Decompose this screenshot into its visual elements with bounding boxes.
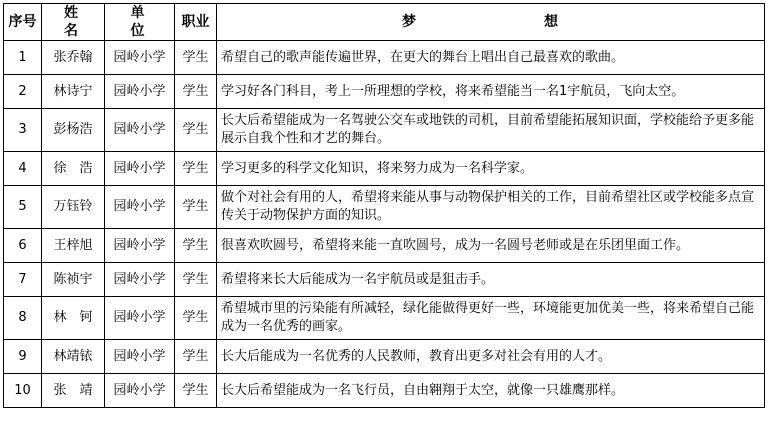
row-dream: 长大后希望能成为一名飞行员，自由翱翔于太空，就像一只雄鹰那样。 [217, 374, 765, 408]
row-job: 学生 [175, 41, 217, 75]
row-name: 林诗宁 [42, 75, 105, 109]
row-name: 万钰铃 [42, 186, 105, 229]
row-dream: 做个对社会有用的人，希望将来能从事与动物保护相关的工作，目前希望社区或学校能多点宣传关于动物保护方面的知识。 [217, 186, 765, 229]
row-num: 6 [4, 229, 42, 263]
table-row [4, 340, 765, 374]
row-unit: 园岭小学 [105, 152, 175, 186]
row-name: 陈祯宇 [42, 263, 105, 297]
table-row [4, 263, 765, 297]
row-unit: 园岭小学 [105, 109, 175, 152]
header-num: 序号 [4, 4, 42, 41]
header-job: 职业 [175, 4, 217, 41]
row-dream: 学习好各门科目，考上一所理想的学校，将来希望能当一名1宇航员，飞向太空。 [217, 75, 765, 109]
header-name: 姓 名 [42, 4, 105, 41]
row-job: 学生 [175, 340, 217, 374]
row-unit: 园岭小学 [105, 340, 175, 374]
row-name: 张 靖 [42, 374, 105, 408]
table-row [4, 297, 765, 340]
row-job: 学生 [175, 297, 217, 340]
row-job: 学生 [175, 152, 217, 186]
dream-table [3, 3, 765, 408]
row-unit: 园岭小学 [105, 263, 175, 297]
row-num: 8 [4, 297, 42, 340]
table-row [4, 374, 765, 408]
table-row [4, 75, 765, 109]
row-name: 张乔翰 [42, 41, 105, 75]
row-num: 5 [4, 186, 42, 229]
row-unit: 园岭小学 [105, 75, 175, 109]
row-job: 学生 [175, 374, 217, 408]
row-unit: 园岭小学 [105, 229, 175, 263]
row-num: 9 [4, 340, 42, 374]
header-row [4, 4, 765, 41]
header-unit: 单 位 [105, 4, 175, 41]
row-job: 学生 [175, 229, 217, 263]
row-name: 林靖铱 [42, 340, 105, 374]
row-name: 彭杨浩 [42, 109, 105, 152]
row-dream: 希望自己的歌声能传遍世界，在更大的舞台上唱出自己最喜欢的歌曲。 [217, 41, 765, 75]
header-dream-b: 想 [544, 14, 558, 30]
row-name: 林 钶 [42, 297, 105, 340]
table-row [4, 41, 765, 75]
row-num: 10 [4, 374, 42, 408]
row-job: 学生 [175, 75, 217, 109]
table-row [4, 186, 765, 229]
header-dream [217, 4, 765, 41]
row-job: 学生 [175, 263, 217, 297]
row-unit: 园岭小学 [105, 297, 175, 340]
row-job: 学生 [175, 109, 217, 152]
row-dream: 长大后希望能成为一名驾驶公交车或地铁的司机，目前希望能拓展知识面，学校能给予更多能展示自我个性和才艺的舞台。 [217, 109, 765, 152]
row-num: 3 [4, 109, 42, 152]
row-dream: 希望城市里的污染能有所减轻，绿化能做得更好一些，环境能更加优美一些，将来希望自己能成为一名优秀的画家。 [217, 297, 765, 340]
row-name: 徐 浩 [42, 152, 105, 186]
row-unit: 园岭小学 [105, 374, 175, 408]
row-num: 1 [4, 41, 42, 75]
row-num: 2 [4, 75, 42, 109]
table-row [4, 152, 765, 186]
table-row [4, 229, 765, 263]
row-dream: 很喜欢吹圆号，希望将来能一直吹圆号，成为一名圆号老师或是在乐团里面工作。 [217, 229, 765, 263]
row-unit: 园岭小学 [105, 41, 175, 75]
row-dream: 学习更多的科学文化知识，将来努力成为一名科学家。 [217, 152, 765, 186]
header-dream-a: 梦 [402, 14, 416, 30]
table-row [4, 109, 765, 152]
row-name: 王梓旭 [42, 229, 105, 263]
row-dream: 希望将来长大后能成为一名宇航员或是狙击手。 [217, 263, 765, 297]
row-unit: 园岭小学 [105, 186, 175, 229]
row-dream: 长大后能成为一名优秀的人民教师，教育出更多对社会有用的人才。 [217, 340, 765, 374]
row-job: 学生 [175, 186, 217, 229]
row-num: 7 [4, 263, 42, 297]
row-num: 4 [4, 152, 42, 186]
